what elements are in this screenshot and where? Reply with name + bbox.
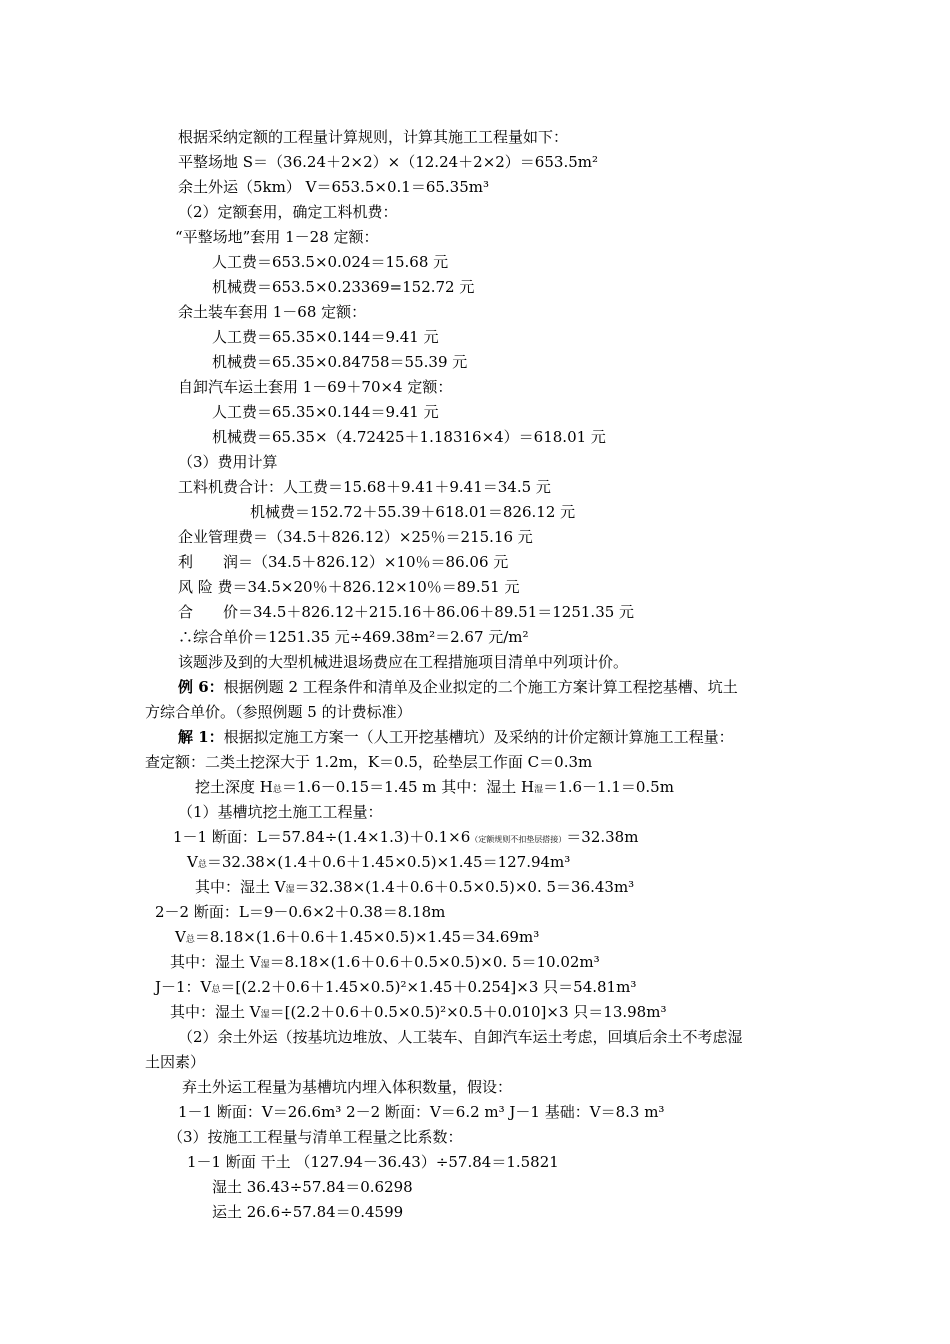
solution-heading-line [178, 727, 734, 747]
text-line: 土因素） [145, 1053, 206, 1071]
text-line: 工料机费合计：人工费＝15.68＋9.41＋9.41＝34.5 元 [178, 478, 551, 496]
text-line: （3）费用计算 [178, 453, 278, 471]
formula-line: 运土 26.6÷57.84＝0.4599 [212, 1203, 404, 1221]
formula-line: V总＝8.18×(1.6＋0.6＋1.45×0.5)×1.45＝34.69m³ [175, 928, 540, 946]
text-line: 根据采纳定额的工程量计算规则，计算其施工工程量如下： [178, 128, 569, 146]
solution-text: 根据拟定施工方案一（人工开挖基槽坑）及采纳的计价定额计算施工工程量： [223, 728, 734, 746]
text-line: 人工费＝65.35×0.144＝9.41 元 [212, 403, 439, 421]
formula-line: V总＝32.38×(1.4＋0.6＋1.45×0.5)×1.45＝127.94m³ [187, 853, 571, 871]
text-line: 弃土外运工程量为基槽坑内埋入体积数量，假设： [182, 1078, 513, 1096]
example-heading-line [178, 677, 738, 697]
depth-line: 挖土深度 H总＝1.6－0.15＝1.45 m 其中：湿土 H湿＝1.6－1.1＝0.5m [195, 778, 674, 796]
section-heading: （1）基槽坑挖土施工工程量： [178, 803, 383, 821]
formula-line: 其中：湿土 V湿＝[(2.2＋0.6＋0.5×0.5)²×0.5＋0.010]×3 只＝13.98m³ [170, 1003, 667, 1021]
text-line: 自卸汽车运土套用 1－69＋70×4 定额： [178, 378, 453, 396]
section-heading: （3）按施工工程量与清单工程量之比系数： [168, 1128, 463, 1146]
text-line: 机械费＝65.35×（4.72425＋1.18316×4）＝618.01 元 [212, 428, 606, 446]
text-line: 机械费＝65.35×0.84758＝55.39 元 [212, 353, 468, 371]
text-line: （2）定额套用，确定工料机费： [178, 203, 398, 221]
text-line: 平整场地 S＝（36.24＋2×2）×（12.24＋2×2）＝653.5m² [178, 153, 598, 171]
text-line: 余土装车套用 1－68 定额： [178, 303, 367, 321]
formula-line: 1－1 断面：L＝57.84÷(1.4×1.3)＋0.1×6（定额规则不扣垫层搭接）＝32.38m [173, 828, 639, 846]
text-line: 机械费＝653.5×0.23369=152.72 元 [212, 278, 475, 296]
formula-line: 湿土 36.43÷57.84＝0.6298 [212, 1178, 413, 1196]
text-line: 余土外运（5km） V＝653.5×0.1＝65.35m³ [178, 178, 490, 196]
text-line: 企业管理费＝（34.5＋826.12）×25％＝215.16 元 [178, 528, 533, 546]
text-line: 1－1 断面：V＝26.6m³ 2－2 断面：V＝6.2 m³ J－1 基础：V＝8.3 m³ [178, 1103, 665, 1121]
text-line: ∴综合单价＝1251.35 元÷469.38m²＝2.67 元/m² [178, 628, 529, 646]
formula-line: 其中：湿土 V湿＝32.38×(1.4＋0.6＋0.5×0.5)×0. 5＝36.43m³ [195, 878, 635, 896]
example-text: 根据例题 2 工程条件和清单及企业拟定的二个施工方案计算工程挖基槽、坑土 [223, 678, 738, 696]
formula-line: 1－1 断面 干土 （127.94－36.43）÷57.84＝1.5821 [187, 1153, 559, 1171]
rule-note: （定额规则不扣垫层搭接） [470, 835, 567, 844]
text-line: 人工费＝653.5×0.024＝15.68 元 [212, 253, 449, 271]
text-line: 该题涉及到的大型机械进退场费应在工程措施项目清单中列项计价。 [178, 653, 629, 671]
text-line: 风 险 费＝34.5×20％＋826.12×10％＝89.51 元 [178, 578, 520, 596]
formula-line: 其中：湿土 V湿＝8.18×(1.6＋0.6＋0.5×0.5)×0. 5＝10.02m³ [170, 953, 600, 971]
example-label: 例 6： [178, 678, 224, 696]
text-line: 方综合单价。（参照例题 5 的计费标准） [145, 703, 412, 721]
formula-line: 2－2 断面：L＝9－0.6×2＋0.38＝8.18m [155, 903, 446, 921]
text-line: 查定额：二类土挖深大于 1.2m，K＝0.5，砼垫层工作面 C＝0.3m [145, 753, 593, 771]
text-line: 合 价＝34.5＋826.12＋215.16＋86.06＋89.51＝1251.35 元 [178, 603, 635, 621]
formula-line: J－1：V总＝[(2.2＋0.6＋1.45×0.5)²×1.45＋0.254]×3 只＝54.81m³ [155, 978, 637, 996]
text-line: “平整场地”套用 1－28 定额： [175, 228, 379, 246]
text-line: 利 润＝（34.5＋826.12）×10％＝86.06 元 [178, 553, 509, 571]
text-line: （2）余土外运（按基坑边堆放、人工装车、自卸汽车运土考虑，回填后余土不考虑湿 [178, 1028, 743, 1046]
text-line: 机械费＝152.72＋55.39＋618.01＝826.12 元 [250, 503, 576, 521]
text-line: 人工费＝65.35×0.144＝9.41 元 [212, 328, 439, 346]
solution-label: 解 1： [178, 728, 224, 746]
